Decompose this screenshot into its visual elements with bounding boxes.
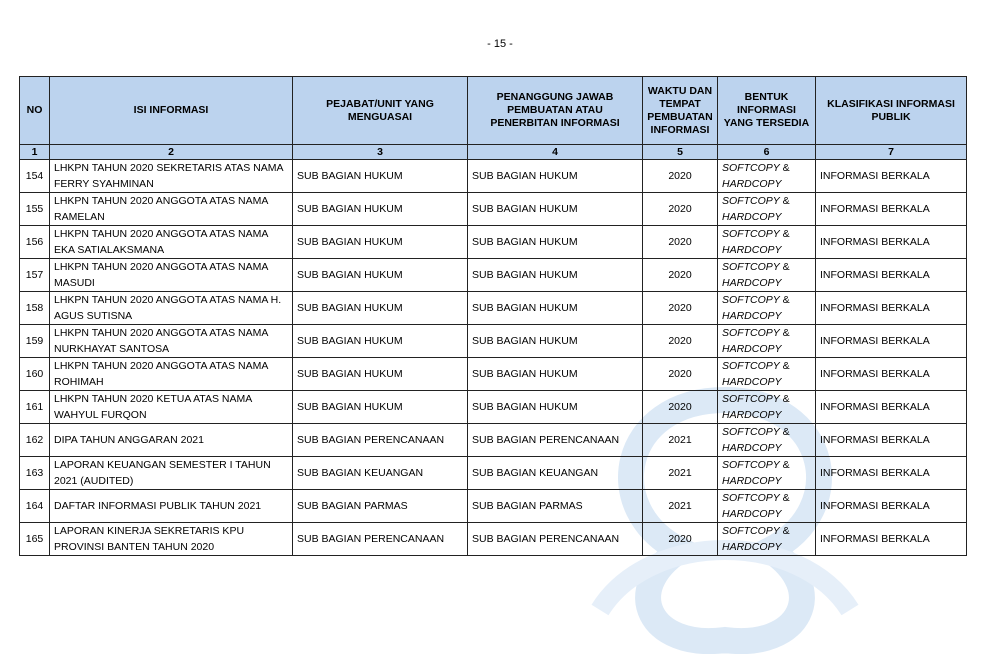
isi-informasi-cell: LHKPN TAHUN 2020 ANGGOTA ATAS NAMA MASUDI	[50, 259, 293, 292]
waktu-cell: 2021	[643, 490, 718, 523]
pejabat-cell: SUB BAGIAN PERENCANAAN	[293, 424, 468, 457]
pejabat-cell: SUB BAGIAN PARMAS	[293, 490, 468, 523]
bentuk-cell	[718, 259, 816, 292]
table-row	[20, 358, 967, 391]
row-number: 157	[20, 259, 50, 292]
waktu-cell: 2021	[643, 457, 718, 490]
bentuk-ampersand: &	[779, 426, 790, 438]
row-number: 164	[20, 490, 50, 523]
header-bentuk: BENTUK INFORMASI YANG TERSEDIA	[718, 77, 816, 145]
bentuk-cell	[718, 325, 816, 358]
isi-informasi-cell: LHKPN TAHUN 2020 SEKRETARIS ATAS NAMA FERRY SYAHMINAN	[50, 160, 293, 193]
table-row	[20, 292, 967, 325]
pejabat-cell: SUB BAGIAN HUKUM	[293, 391, 468, 424]
header-no: NO	[20, 77, 50, 145]
klasifikasi-cell: INFORMASI BERKALA	[816, 259, 967, 292]
bentuk-ampersand: &	[779, 459, 790, 471]
klasifikasi-cell: INFORMASI BERKALA	[816, 457, 967, 490]
row-number: 160	[20, 358, 50, 391]
klasifikasi-cell: INFORMASI BERKALA	[816, 358, 967, 391]
table-row	[20, 325, 967, 358]
bentuk-hardcopy: HARDCOPY	[722, 541, 782, 553]
bentuk-cell	[718, 226, 816, 259]
klasifikasi-cell: INFORMASI BERKALA	[816, 193, 967, 226]
bentuk-hardcopy: HARDCOPY	[722, 211, 782, 223]
penanggung-jawab-cell: SUB BAGIAN HUKUM	[468, 391, 643, 424]
pejabat-cell: SUB BAGIAN PERENCANAAN	[293, 523, 468, 556]
header-penanggung-jawab: PENANGGUNG JAWAB PEMBUATAN ATAU PENERBITAN INFORMASI	[468, 77, 643, 145]
bentuk-ampersand: &	[779, 228, 790, 240]
pejabat-cell: SUB BAGIAN KEUANGAN	[293, 457, 468, 490]
klasifikasi-cell: INFORMASI BERKALA	[816, 226, 967, 259]
header-klasifikasi: KLASIFIKASI INFORMASI PUBLIK	[816, 77, 967, 145]
row-number: 156	[20, 226, 50, 259]
column-number: 1	[20, 145, 50, 160]
klasifikasi-cell: INFORMASI BERKALA	[816, 391, 967, 424]
bentuk-hardcopy: HARDCOPY	[722, 475, 782, 487]
bentuk-hardcopy: HARDCOPY	[722, 376, 782, 388]
penanggung-jawab-cell: SUB BAGIAN PERENCANAAN	[468, 424, 643, 457]
waktu-cell: 2020	[643, 391, 718, 424]
row-number: 163	[20, 457, 50, 490]
bentuk-cell	[718, 490, 816, 523]
bentuk-hardcopy: HARDCOPY	[722, 343, 782, 355]
isi-informasi-cell: LHKPN TAHUN 2020 KETUA ATAS NAMA WAHYUL FURQON	[50, 391, 293, 424]
bentuk-cell	[718, 358, 816, 391]
isi-informasi-cell: LHKPN TAHUN 2020 ANGGOTA ATAS NAMA ROHIMAH	[50, 358, 293, 391]
bentuk-ampersand: &	[779, 195, 790, 207]
waktu-cell: 2020	[643, 193, 718, 226]
bentuk-ampersand: &	[779, 525, 790, 537]
column-number: 2	[50, 145, 293, 160]
table-row	[20, 457, 967, 490]
bentuk-softcopy: SOFTCOPY	[722, 261, 780, 273]
penanggung-jawab-cell: SUB BAGIAN PERENCANAAN	[468, 523, 643, 556]
penanggung-jawab-cell: SUB BAGIAN HUKUM	[468, 226, 643, 259]
bentuk-cell	[718, 424, 816, 457]
bentuk-cell	[718, 391, 816, 424]
bentuk-cell	[718, 292, 816, 325]
bentuk-ampersand: &	[779, 261, 790, 273]
bentuk-ampersand: &	[779, 294, 790, 306]
bentuk-softcopy: SOFTCOPY	[722, 294, 780, 306]
klasifikasi-cell: INFORMASI BERKALA	[816, 490, 967, 523]
klasifikasi-cell: INFORMASI BERKALA	[816, 325, 967, 358]
klasifikasi-cell: INFORMASI BERKALA	[816, 523, 967, 556]
pejabat-cell: SUB BAGIAN HUKUM	[293, 160, 468, 193]
bentuk-hardcopy: HARDCOPY	[722, 409, 782, 421]
bentuk-cell	[718, 457, 816, 490]
bentuk-softcopy: SOFTCOPY	[722, 228, 780, 240]
table-header-row	[20, 77, 967, 145]
waktu-cell: 2020	[643, 523, 718, 556]
waktu-cell: 2020	[643, 325, 718, 358]
penanggung-jawab-cell: SUB BAGIAN HUKUM	[468, 160, 643, 193]
bentuk-hardcopy: HARDCOPY	[722, 178, 782, 190]
isi-informasi-cell: LAPORAN KEUANGAN SEMESTER I TAHUN 2021 (AUDITED)	[50, 457, 293, 490]
penanggung-jawab-cell: SUB BAGIAN HUKUM	[468, 325, 643, 358]
column-number-row	[20, 145, 967, 160]
bentuk-ampersand: &	[779, 162, 790, 174]
header-isi-informasi: ISI INFORMASI	[50, 77, 293, 145]
isi-informasi-cell: LHKPN TAHUN 2020 ANGGOTA ATAS NAMA EKA SATIALAKSMANA	[50, 226, 293, 259]
bentuk-softcopy: SOFTCOPY	[722, 195, 780, 207]
page-number: - 15 -	[487, 38, 513, 50]
row-number: 155	[20, 193, 50, 226]
pejabat-cell: SUB BAGIAN HUKUM	[293, 193, 468, 226]
penanggung-jawab-cell: SUB BAGIAN HUKUM	[468, 193, 643, 226]
pejabat-cell: SUB BAGIAN HUKUM	[293, 259, 468, 292]
column-number: 7	[816, 145, 967, 160]
bentuk-ampersand: &	[779, 393, 790, 405]
table-row	[20, 490, 967, 523]
column-number: 5	[643, 145, 718, 160]
bentuk-ampersand: &	[779, 360, 790, 372]
penanggung-jawab-cell: SUB BAGIAN KEUANGAN	[468, 457, 643, 490]
table-row	[20, 226, 967, 259]
bentuk-softcopy: SOFTCOPY	[722, 459, 780, 471]
isi-informasi-cell: LHKPN TAHUN 2020 ANGGOTA ATAS NAMA RAMELAN	[50, 193, 293, 226]
column-number: 3	[293, 145, 468, 160]
table-row	[20, 259, 967, 292]
isi-informasi-cell: DIPA TAHUN ANGGARAN 2021	[50, 424, 293, 457]
table-row	[20, 391, 967, 424]
penanggung-jawab-cell: SUB BAGIAN HUKUM	[468, 292, 643, 325]
row-number: 159	[20, 325, 50, 358]
bentuk-cell	[718, 193, 816, 226]
table-row	[20, 523, 967, 556]
isi-informasi-cell: LHKPN TAHUN 2020 ANGGOTA ATAS NAMA NURKHAYAT SANTOSA	[50, 325, 293, 358]
column-number: 4	[468, 145, 643, 160]
waktu-cell: 2020	[643, 358, 718, 391]
bentuk-softcopy: SOFTCOPY	[722, 393, 780, 405]
bentuk-hardcopy: HARDCOPY	[722, 310, 782, 322]
penanggung-jawab-cell: SUB BAGIAN HUKUM	[468, 259, 643, 292]
waktu-cell: 2020	[643, 259, 718, 292]
row-number: 154	[20, 160, 50, 193]
waktu-cell: 2020	[643, 292, 718, 325]
information-table	[19, 76, 967, 556]
bentuk-ampersand: &	[779, 327, 790, 339]
bentuk-softcopy: SOFTCOPY	[722, 360, 780, 372]
header-waktu: WAKTU DAN TEMPAT PEMBUATAN INFORMASI	[643, 77, 718, 145]
waktu-cell: 2020	[643, 226, 718, 259]
header-pejabat: PEJABAT/UNIT YANG MENGUASAI	[293, 77, 468, 145]
column-number: 6	[718, 145, 816, 160]
bentuk-softcopy: SOFTCOPY	[722, 525, 780, 537]
penanggung-jawab-cell: SUB BAGIAN HUKUM	[468, 358, 643, 391]
pejabat-cell: SUB BAGIAN HUKUM	[293, 358, 468, 391]
bentuk-softcopy: SOFTCOPY	[722, 162, 780, 174]
bentuk-hardcopy: HARDCOPY	[722, 442, 782, 454]
row-number: 161	[20, 391, 50, 424]
pejabat-cell: SUB BAGIAN HUKUM	[293, 325, 468, 358]
bentuk-softcopy: SOFTCOPY	[722, 327, 780, 339]
waktu-cell: 2020	[643, 160, 718, 193]
klasifikasi-cell: INFORMASI BERKALA	[816, 160, 967, 193]
bentuk-softcopy: SOFTCOPY	[722, 492, 780, 504]
row-number: 165	[20, 523, 50, 556]
table-row	[20, 193, 967, 226]
pejabat-cell: SUB BAGIAN HUKUM	[293, 226, 468, 259]
bentuk-ampersand: &	[779, 492, 790, 504]
klasifikasi-cell: INFORMASI BERKALA	[816, 292, 967, 325]
row-number: 158	[20, 292, 50, 325]
table-row	[20, 424, 967, 457]
isi-informasi-cell: LAPORAN KINERJA SEKRETARIS KPU PROVINSI BANTEN TAHUN 2020	[50, 523, 293, 556]
penanggung-jawab-cell: SUB BAGIAN PARMAS	[468, 490, 643, 523]
bentuk-hardcopy: HARDCOPY	[722, 244, 782, 256]
pejabat-cell: SUB BAGIAN HUKUM	[293, 292, 468, 325]
klasifikasi-cell: INFORMASI BERKALA	[816, 424, 967, 457]
bentuk-cell	[718, 523, 816, 556]
waktu-cell: 2021	[643, 424, 718, 457]
table-row	[20, 160, 967, 193]
bentuk-hardcopy: HARDCOPY	[722, 277, 782, 289]
bentuk-hardcopy: HARDCOPY	[722, 508, 782, 520]
table-body	[20, 160, 967, 556]
bentuk-softcopy: SOFTCOPY	[722, 426, 780, 438]
isi-informasi-cell: DAFTAR INFORMASI PUBLIK TAHUN 2021	[50, 490, 293, 523]
row-number: 162	[20, 424, 50, 457]
bentuk-cell	[718, 160, 816, 193]
isi-informasi-cell: LHKPN TAHUN 2020 ANGGOTA ATAS NAMA H. AGUS SUTISNA	[50, 292, 293, 325]
